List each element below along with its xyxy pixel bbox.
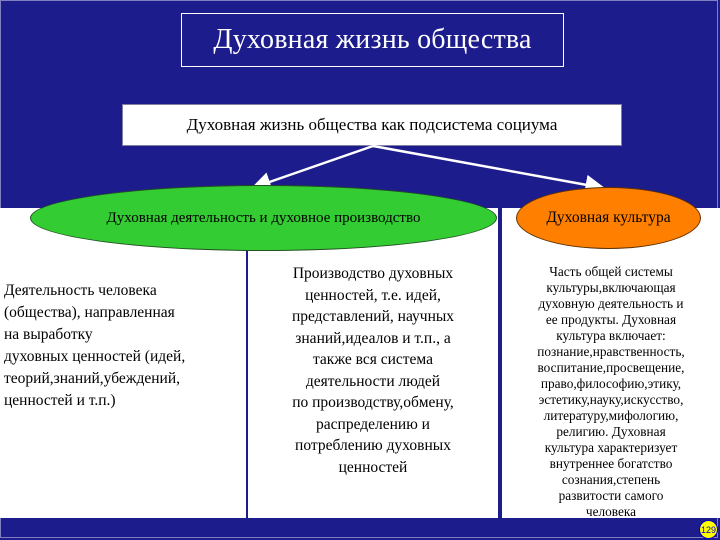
text-line: ценностей, т.е. идей,: [305, 286, 441, 304]
slide-title: Духовная жизнь общества: [213, 24, 532, 55]
text-line: право,философию,этику,: [540, 376, 682, 391]
culture-definition-text: [502, 264, 720, 520]
text-line: по производству,обмену,: [292, 394, 454, 411]
text-line: духовную деятельность и: [538, 296, 684, 311]
text-line: духовных ценностей (идей,: [4, 348, 186, 365]
text-line: знаний,идеалов и т.п., а: [295, 329, 451, 347]
text-line: познание,нравственность,: [537, 344, 685, 359]
production-definition-text: [248, 263, 498, 478]
branch-spiritual-culture: [516, 187, 701, 249]
text-line: (общества), направленная: [4, 304, 175, 321]
text-line: культура характеризует: [544, 440, 678, 455]
text-line: Деятельность человека: [4, 282, 157, 299]
text-line: эстетику,науку,искусство,: [538, 392, 684, 407]
text-line: внутреннее богатство: [549, 456, 673, 471]
text-line: на выработку: [4, 326, 93, 343]
text-line: ценностей и т.п.): [4, 392, 116, 409]
subtitle-text: Духовная жизнь общества как подсистема социума: [186, 115, 558, 134]
text-line: Часть общей системы: [549, 264, 673, 279]
text-line: деятельности людей: [305, 372, 441, 390]
text-line: ее продукты. Духовная: [545, 312, 677, 327]
subtitle-box: [122, 104, 622, 146]
slide-title-box: [181, 13, 564, 67]
page-number-badge: [699, 520, 718, 539]
text-line: теорий,знаний,убеждений,: [4, 370, 181, 387]
text-line: воспитание,просвещение,: [537, 360, 685, 375]
text-line: Производство духовных: [292, 265, 454, 282]
text-line: литературу,мифологию,: [543, 408, 679, 423]
branch-spiritual-activity: [30, 185, 497, 251]
text-line: развитости самого: [558, 488, 664, 503]
text-line: сознания,степень: [561, 472, 661, 487]
page-number: 129: [700, 524, 717, 535]
text-line: также вся система: [312, 351, 434, 368]
text-line: ценностей: [338, 458, 408, 476]
activity-definition-text: [0, 280, 254, 412]
text-line: религию. Духовная: [556, 424, 666, 439]
text-line: представлений, научных: [291, 308, 455, 325]
text-line: человека: [585, 504, 637, 519]
branch-spiritual-activity-label: Духовная деятельность и духовное производство: [106, 209, 421, 226]
text-line: распределению и: [316, 415, 430, 433]
text-line: культура включает:: [556, 328, 666, 343]
text-line: культуры,включающая: [546, 280, 676, 295]
branch-spiritual-culture-label: Духовная культура: [546, 209, 671, 226]
text-line: потреблению духовных: [295, 437, 451, 454]
